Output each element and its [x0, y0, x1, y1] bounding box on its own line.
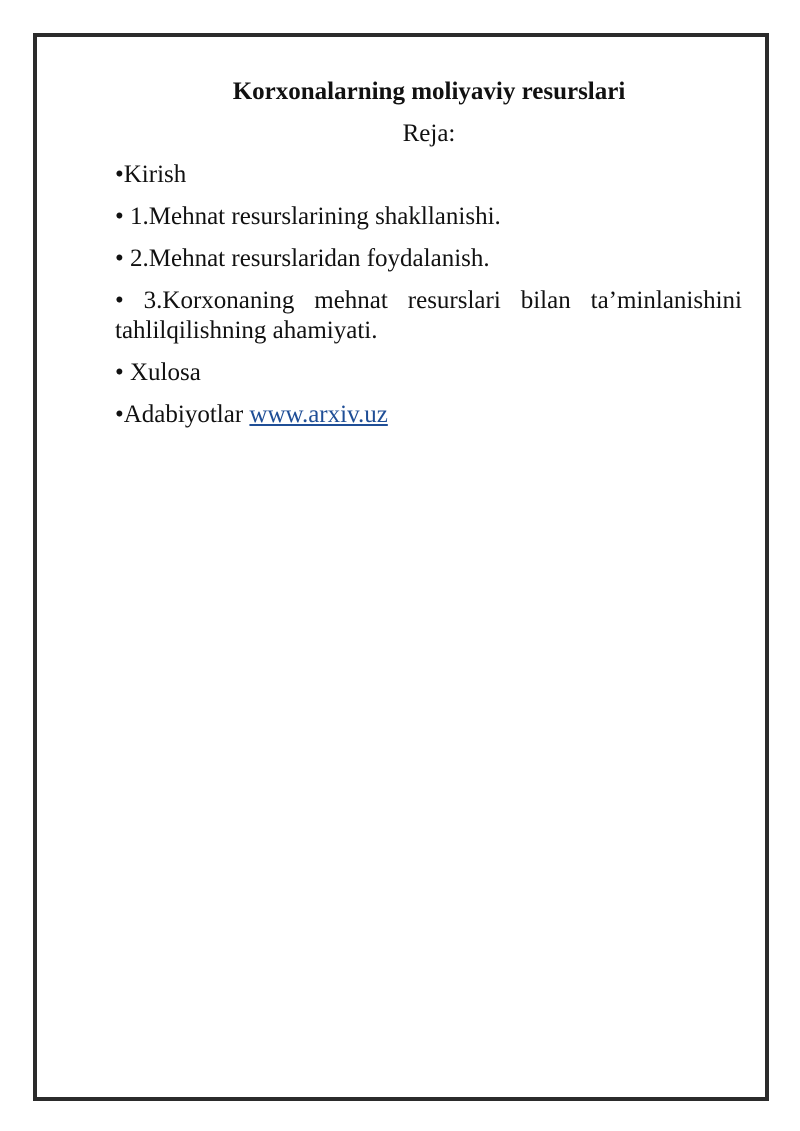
document-title: Korxonalarning moliyaviy resurslari — [232, 78, 626, 105]
outline-item-2: • 2.Mehnat resurslaridan foydalanish. — [115, 245, 490, 272]
references-label: •Adabiyotlar — [115, 401, 250, 428]
outline-item-introduction: •Kirish — [115, 161, 187, 188]
outline-item-conclusion: • Xulosa — [115, 359, 201, 386]
outline-item-references — [115, 400, 742, 430]
plan-heading: Reja: — [402, 120, 456, 147]
outline-item-3: • 3.Korxonaning mehnat resurslari bilan ta’minlanishini tahlilqilishning ahamiyati. — [115, 287, 742, 344]
plan-outline — [115, 160, 742, 442]
website-link[interactable]: www.arxiv.uz — [249, 401, 388, 428]
outline-item-1: • 1.Mehnat resurslarining shakllanishi. — [115, 203, 501, 230]
